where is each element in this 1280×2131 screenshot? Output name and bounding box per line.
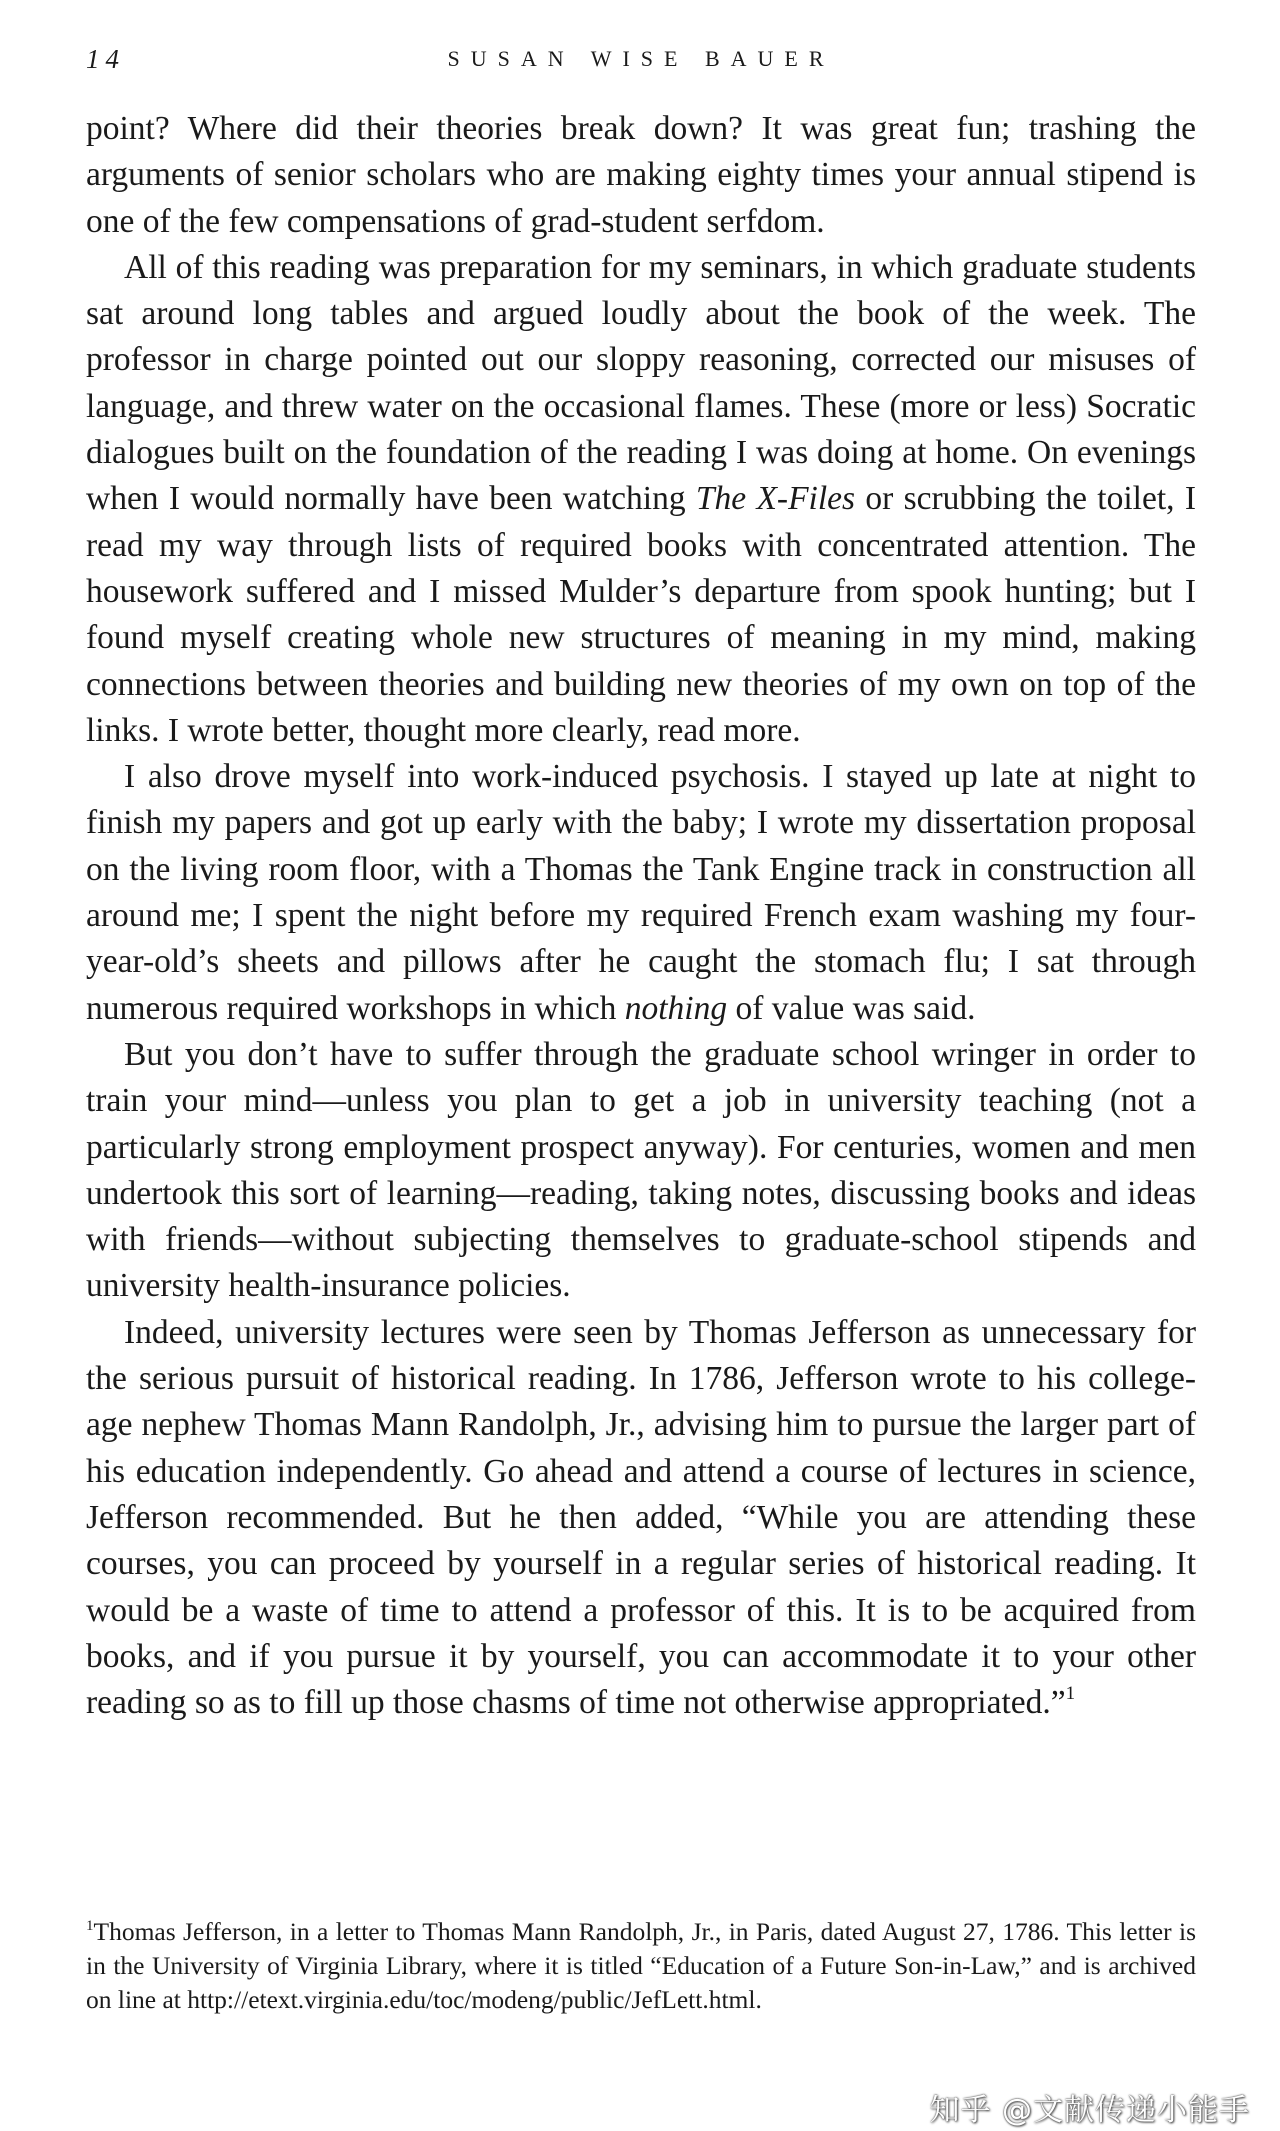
paragraph-2: All of this reading was preparation for my seminars, in which graduate students sat around long tables and argued loudly about the book of the week. The professor in charge pointed out our sloppy reasoning, corrected our misuses of language, and threw water on the occasional flames. These (more or less) Socratic dialogues built on the foundation of the reading I was doing at home. On evenings when I would normally have been watching The X-Files or scrubbing the toilet, I read my way through lists of required books with concentrated attention. The housework suffered and I missed Mulder’s departure from spook hunting; but I found myself creating whole new structures of meaning in my mind, making connections between theories and building new theories of my own on top of the links. I wrote better, thought more clearly, read more.	[86, 248, 1196, 749]
italic-emphasis: nothing	[624, 989, 728, 1027]
footnote	[86, 1915, 1196, 2017]
watermark: 知乎 @文献传递小能手	[929, 2093, 1250, 2128]
paragraph-3: I also drove myself into work-induced psychosis. I stayed up late at night to finish my papers and got up early with the baby; I wrote my dissertation proposal on the living room floor, with a Thomas the Tank Engine track in construction all around me; I spent the night before my required French exam washing my four-year-old’s sheets and pillows after he caught the stomach flu; I sat through numerous required workshops in which nothing of value was said.	[86, 758, 1196, 1027]
body-text	[86, 106, 1196, 1726]
running-head-author: SUSAN WISE BAUER	[447, 46, 835, 71]
paragraph-4: But you don’t have to suffer through the graduate school wringer in order to train your mind—unless you plan to get a job in university teaching (not a particularly strong employment prospect anyway). For centuries, women and men undertook this sort of learning—reading, taking notes, discussing books and ideas with friends—without subjecting themselves to graduate-school stipends and university health-insurance policies.	[86, 1035, 1196, 1305]
footnote-reference: 1	[1065, 1683, 1076, 1705]
page-number: 14	[86, 44, 125, 74]
italic-title: The X-Files	[695, 480, 856, 518]
paragraph-5: Indeed, university lectures were seen by Thomas Jefferson as unnecessary for the serious pursuit of historical reading. In 1786, Jefferson wrote to his college-age nephew Thomas Mann Randolph, Jr., advising him to pursue the larger part of his education independently. Go ahead and attend a course of lectures in science, Jefferson recommended. But he then added, “While you are attending these courses, you can proceed by yourself in a regular series of historical reading. It would be a waste of time to attend a professor of this. It is to be acquired from books, and if you pursue it by yourself, you can accommodate it to your other reading so as to fill up those chasms of time not otherwise appropriated.”$^1$	[86, 1313, 1196, 1722]
footnote-marker: 1	[86, 1918, 94, 1934]
footnote-text: Thomas Jefferson, in a letter to Thomas Mann Randolph, Jr., in Paris, dated August 27, 1786. This letter is in the University of Virginia Library, where it is titled “Education of a Future Son-in-Law,” and is archived on line at http://etext.virginia.edu/toc/modeng/public/JefLett.html.	[86, 1917, 1196, 2014]
running-head	[86, 44, 1196, 84]
paragraph-1: point? Where did their theories break down? It was great fun; trashing the arguments of senior scholars who are making eighty times your annual stipend is one of the few compensations of grad-student serfdom.	[86, 110, 1196, 240]
